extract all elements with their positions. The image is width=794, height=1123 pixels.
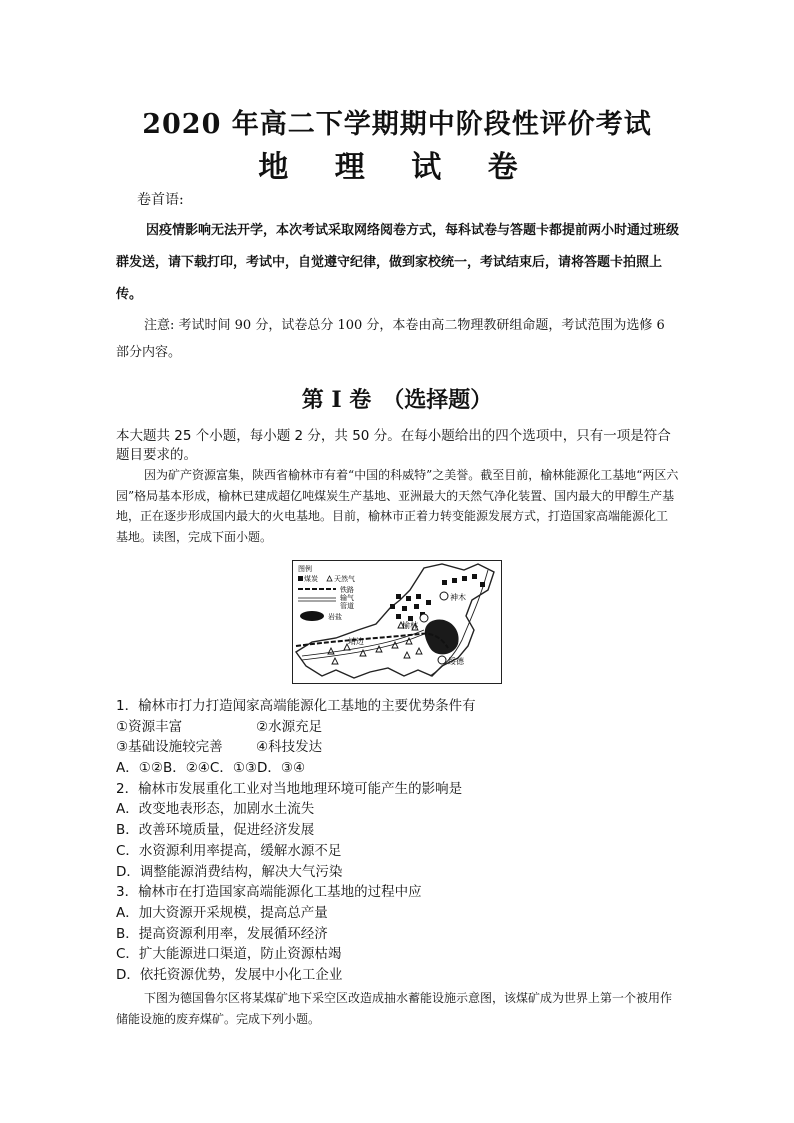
- option-1-2: ②水源充足: [256, 718, 323, 735]
- legend-title: 图例: [298, 565, 312, 573]
- section-title: 第 I 卷 （选择题）: [301, 387, 493, 413]
- city-yulin-marker: [420, 614, 428, 622]
- city-shenmu: 神木: [450, 593, 466, 602]
- option-1-3: ③基础设施较完善: [116, 739, 223, 756]
- city-suide-marker: [438, 656, 446, 664]
- subject-title: 地 理 试 卷: [258, 150, 536, 185]
- city-suide: 绥德: [448, 657, 464, 666]
- legend-coal: 煤炭: [304, 575, 318, 583]
- question-1-choices: A．①②B．②④C．①③D．③④: [116, 760, 306, 777]
- question-3-option-c: C．扩大能源进口渠道，防止资源枯竭: [116, 946, 342, 963]
- question-3-option-a: A．加大资源开采规模，提高总产量: [116, 904, 328, 921]
- question-2-option-d: D．调整能源消费结构，解决大气污染: [116, 863, 343, 880]
- preface-label: 卷首语:: [137, 192, 184, 208]
- preface-body: 因疫情影响无法开学，本次考试采取网络阅卷方式，每科试卷与答题卡都提前两小时通过班级群发送，请下载打印，考试中，自觉遵守纪律，做到家校统一，考试结束后，请将答题卡拍照上传。: [116, 223, 680, 302]
- passage-ruhr: 下图为德国鲁尔区将某煤矿地下采空区改造成抽水蓄能设施示意图，该煤矿成为世界上第一个被用作储能设施的废弃煤矿。完成下列小题。: [116, 991, 673, 1026]
- question-2-option-c: C．水资源利用率提高，缓解水源不足: [116, 842, 342, 859]
- question-3-option-b: B．提高资源利用率，发展循环经济: [116, 925, 328, 942]
- passage-yulin: 因为矿产资源富集，陕西省榆林市有着“中国的科威特”之美誉。截至目前，榆林能源化工基地“两区六园”格局基本形成，榆林已建成超亿吨煤炭生产基地、亚洲最大的天然气净化装置、国内最大的甲醇生产基地，正在逐步形成国内最大的火电基地。目前，榆林市正着力转变能源发展方式，打造国家高端能源化工基地。读图，完成下面小题。: [116, 468, 679, 544]
- question-3-option-d: D．依托资源优势，发展中小化工企业: [116, 966, 343, 983]
- question-2-option-b: B．改善环境质量，促进经济发展: [116, 822, 315, 839]
- question-list: [116, 696, 679, 986]
- legend-rail: 铁路: [340, 586, 354, 594]
- question-2-stem: 2．榆林市发展重化工业对当地地理环境可能产生的影响是: [116, 780, 463, 797]
- legend-gas: 天然气: [334, 575, 355, 583]
- question-1-options-row2: [116, 737, 679, 758]
- question-1-stem: 1．榆林市打力打造闻家高端能源化工基地的主要优势条件有: [116, 698, 476, 714]
- question-1-options-row1: [116, 717, 679, 738]
- question-2-option-a: A．改变地表形态，加剧水土流失: [116, 801, 315, 818]
- option-1-4: ④科技发达: [256, 739, 323, 756]
- legend-salt: 岩盐: [328, 613, 342, 621]
- question-3-stem: 3．榆林市在打造国家高端能源化工基地的过程中应: [116, 884, 422, 901]
- legend-pipe1: 输气: [340, 594, 354, 602]
- city-shenmu-marker: [440, 592, 448, 600]
- exam-title: 2020 年高二下学期期中阶段性评价考试: [142, 109, 652, 140]
- city-yulin: 榆林: [402, 621, 418, 630]
- exam-notice: 注意: 考试时间 90 分，试卷总分 100 分，本卷由高二物理教研组命题，考试范围为选修 6 部分内容。: [116, 318, 665, 360]
- legend-pipe2: 管道: [340, 602, 354, 610]
- city-jingbian: 靖边: [348, 637, 364, 646]
- yulin-map: [292, 560, 502, 684]
- section-instructions: 本大题共 25 个小题，每小题 2 分，共 50 分。在每小题给出的四个选项中，只有一项是符合题目要求的。: [116, 428, 671, 463]
- option-1-1: ①资源丰富: [116, 718, 183, 735]
